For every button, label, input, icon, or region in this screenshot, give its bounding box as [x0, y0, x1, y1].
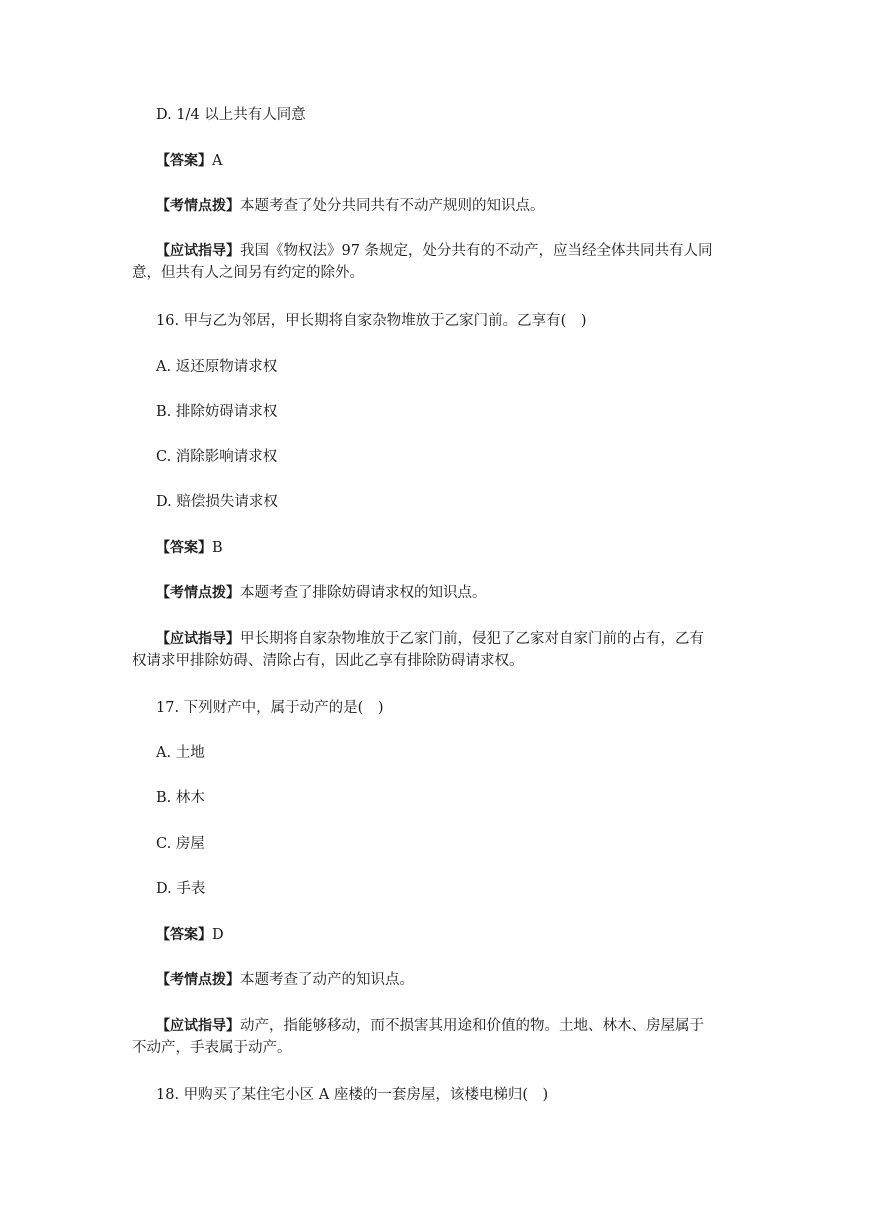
answer-value: D	[212, 927, 224, 943]
guide-line-1: 【应试指导】甲长期将自家杂物堆放于乙家门前，侵犯了乙家对自家门前的占有，乙有	[156, 631, 704, 647]
q16-option-c: C. 消除影响请求权	[156, 449, 278, 465]
q15-point	[156, 195, 756, 217]
guide-line-1: 【应试指导】动产，指能够移动，而不损害其用途和价值的物。土地、林木、房屋属于	[156, 1018, 704, 1034]
q16-option-a: A. 返还原物请求权	[156, 359, 278, 375]
guide-line-2: 权请求甲排除妨碍、清除占有，因此乙享有排除防碍请求权。	[132, 653, 524, 669]
q17-option-c: C. 房屋	[156, 836, 205, 852]
q17-option-a: A. 土地	[156, 745, 205, 761]
guide-line-1: 【应试指导】我国《物权法》97 条规定，处分共有的不动产，应当经全体共同共有人同	[156, 243, 713, 259]
q17-guide	[132, 1015, 742, 1059]
point-tag: 【考情点拨】	[156, 198, 240, 214]
guide-tag: 【应试指导】	[156, 1018, 240, 1034]
q15-option-d: D. 1/4 以上共有人同意	[156, 107, 306, 123]
q17-question: 17. 下列财产中，属于动产的是( )	[156, 700, 384, 716]
q17-option-d: D. 手表	[156, 881, 206, 897]
point-tag: 【考情点拨】	[156, 972, 240, 988]
q16-guide	[132, 628, 742, 672]
q16-question: 16. 甲与乙为邻居，甲长期将自家杂物堆放于乙家门前。乙享有( )	[156, 313, 587, 329]
answer-tag: 【答案】	[156, 153, 212, 169]
q15-answer	[156, 150, 756, 172]
q15-guide	[132, 240, 742, 284]
answer-tag: 【答案】	[156, 540, 212, 556]
guide-line-2: 意，但共有人之间另有约定的除外。	[132, 265, 364, 281]
answer-value: B	[212, 540, 223, 556]
point-text: 本题考查了处分共同共有不动产规则的知识点。	[240, 198, 545, 214]
point-text: 本题考查了动产的知识点。	[240, 972, 414, 988]
q17-option-b: B. 林木	[156, 790, 205, 806]
point-text: 本题考查了排除妨碍请求权的知识点。	[240, 585, 487, 601]
q16-point	[156, 582, 756, 604]
guide-line-2: 不动产，手表属于动产。	[132, 1040, 292, 1056]
q16-option-b: B. 排除妨碍请求权	[156, 404, 278, 420]
q18-question: 18. 甲购买了某住宅小区 A 座楼的一套房屋，该楼电梯归( )	[156, 1087, 549, 1103]
q17-answer	[156, 924, 756, 946]
q16-option-d: D. 赔偿损失请求权	[156, 494, 278, 510]
q16-answer	[156, 537, 756, 559]
guide-tag: 【应试指导】	[156, 631, 240, 647]
q17-point	[156, 969, 756, 991]
answer-tag: 【答案】	[156, 927, 212, 943]
point-tag: 【考情点拨】	[156, 585, 240, 601]
answer-value: A	[212, 153, 223, 169]
guide-tag: 【应试指导】	[156, 243, 240, 259]
